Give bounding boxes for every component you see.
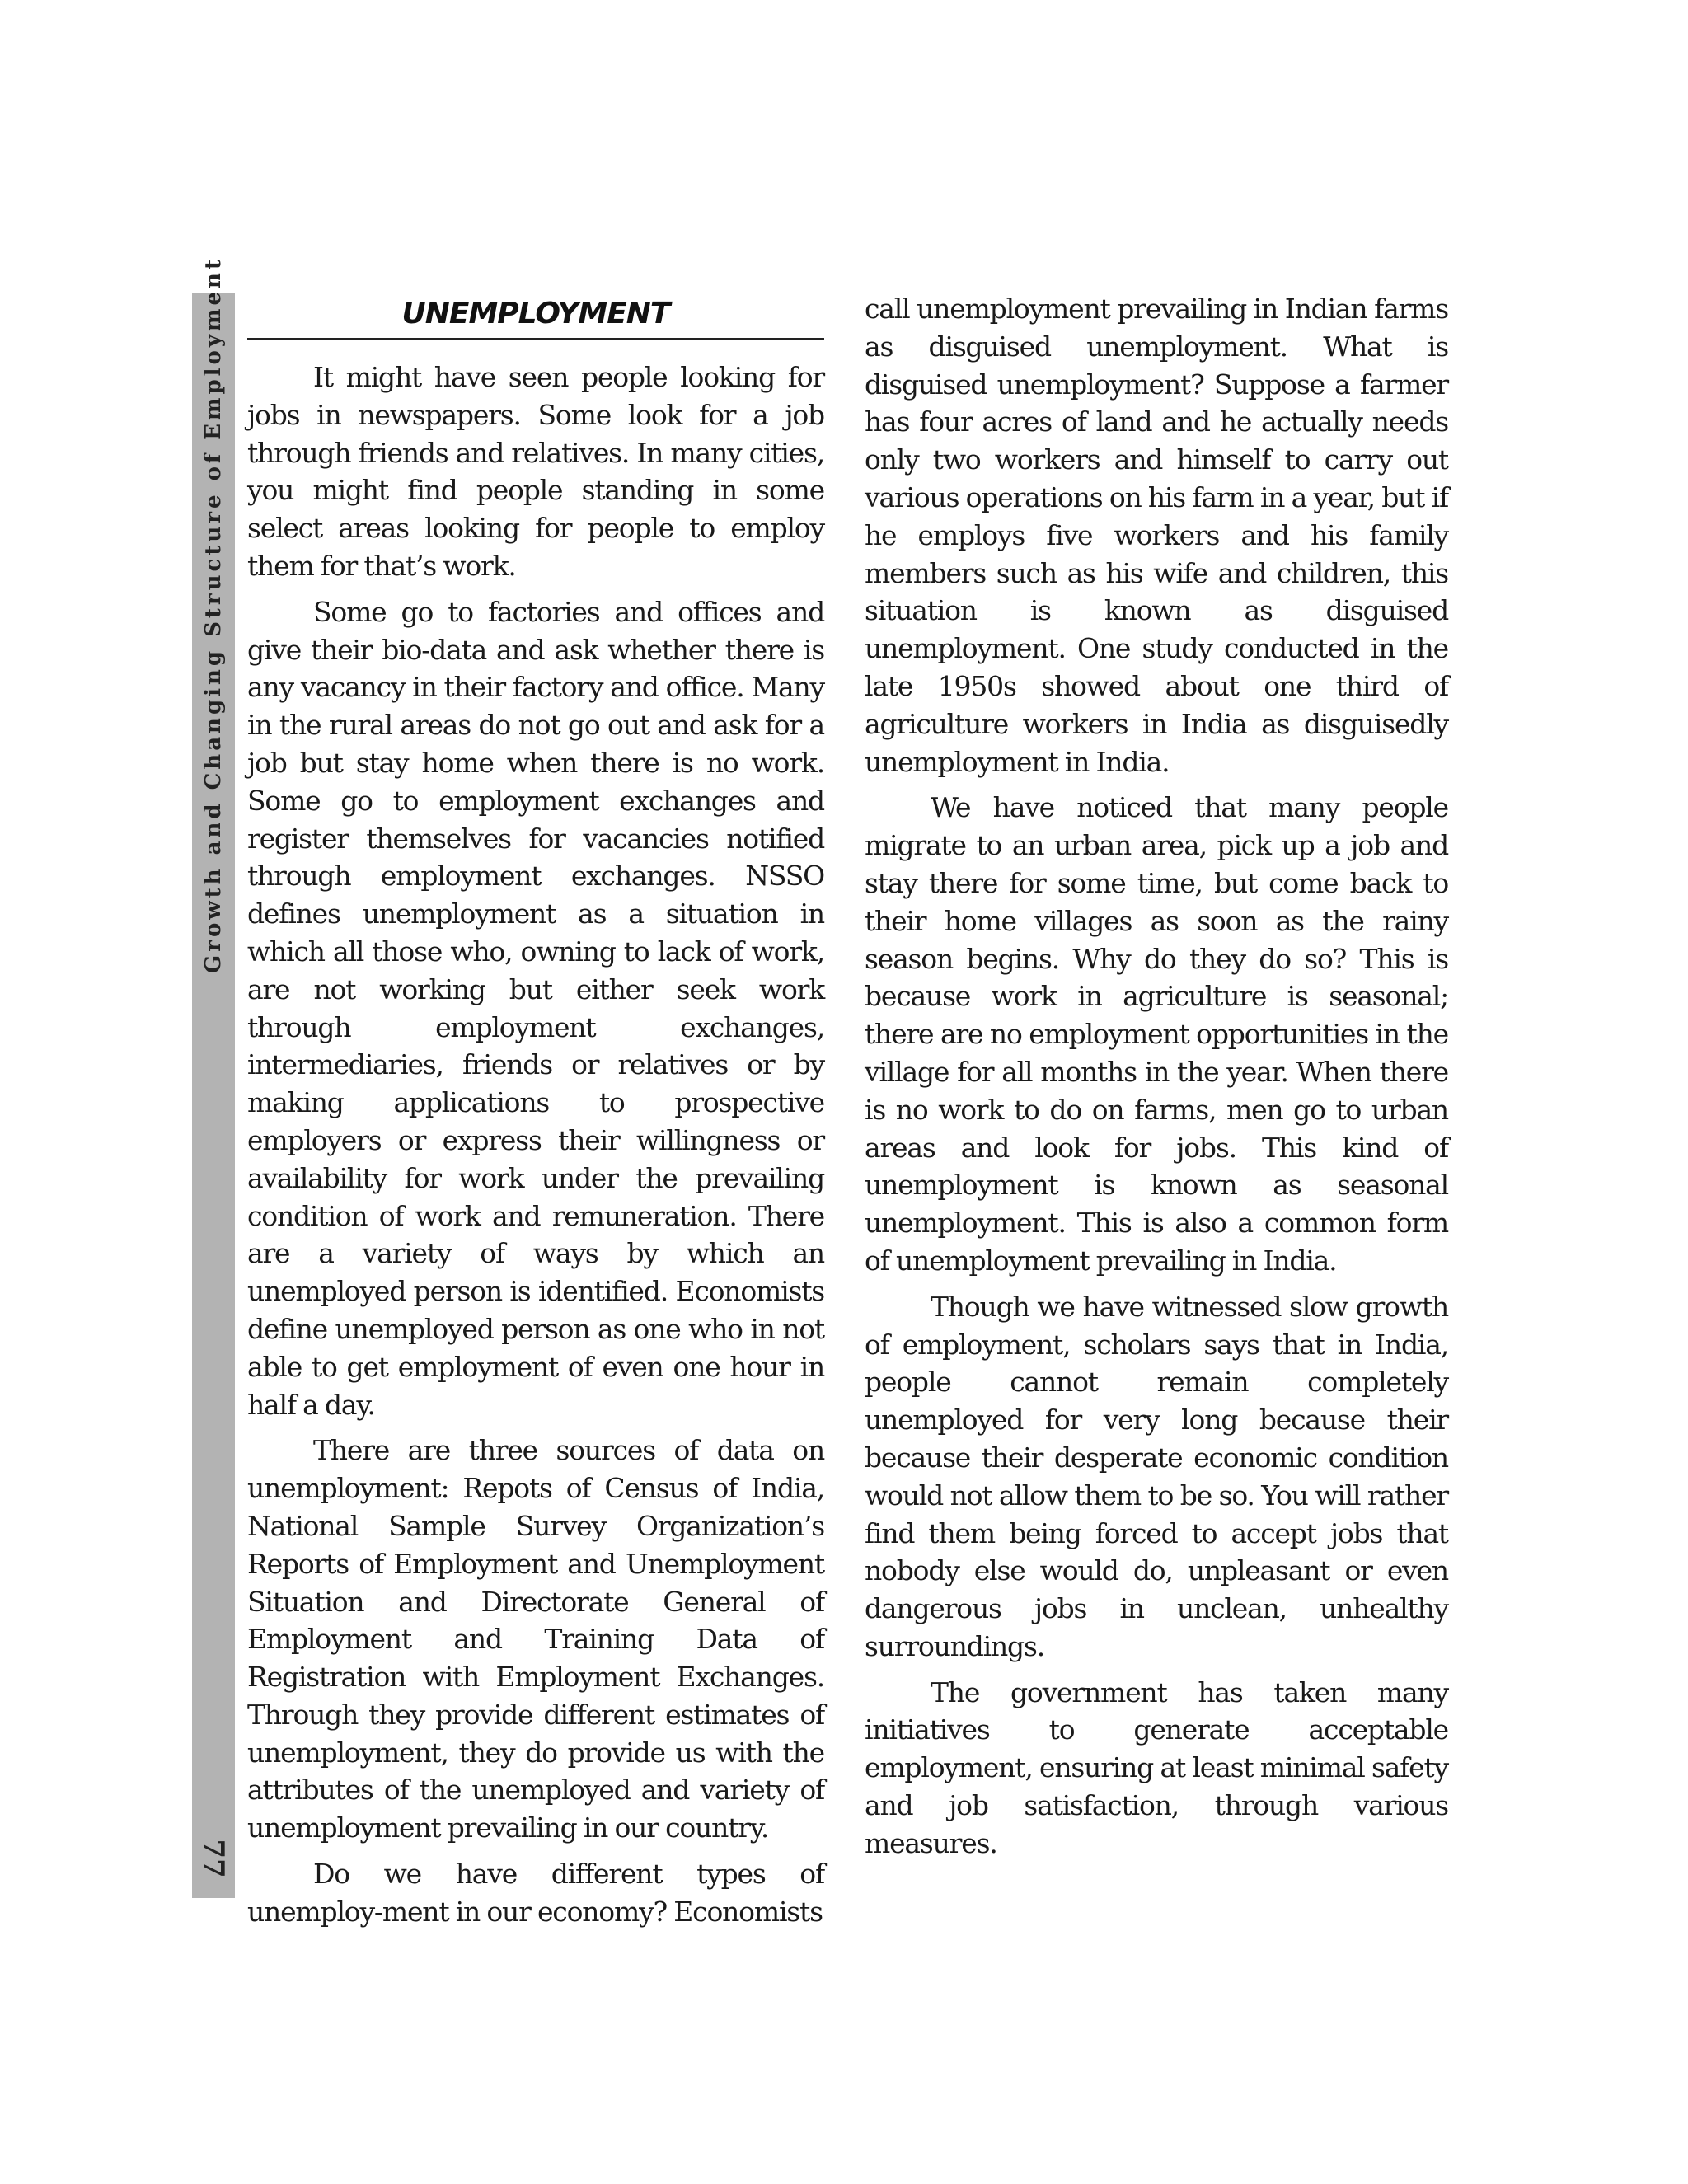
paragraph: It might have seen people looking for jobs in newspapers. Some look for a job through friends and relatives. In many cities, you might find people standing in some select areas looking for people to employ them for that’s work. [247, 361, 824, 582]
running-head [192, 256, 235, 973]
section-title: UNEMPLOYMENT [401, 297, 670, 330]
right-column [865, 290, 1448, 1871]
title-rule [247, 338, 824, 340]
page-number [192, 1821, 235, 1896]
paragraph: Some go to factories and offices and give their bio-data and ask whether there is any vacancy in their factory and office. Many in the rural areas do not go out and ask for a job but stay home when there is no work. Some go to employment exchanges and register themselves for vacancies notified through employment exchanges. NSSO defines unemployment as a situation in which all those who, owning to lack of work, are not working but either seek work through employment exchanges, intermediaries, friends or relatives or by making applications to prospective employers or express their willingness or availability for work under the prevailing condition of work and remuneration. There are a variety of ways by which an unemployed person is identified. Economists define unemployed person as one who in not able to get employment of even one hour in half a day. [247, 595, 824, 1421]
page-number-text: 77 [197, 1839, 230, 1878]
paragraph: Do we have different types of unemploy-ment in our economy? Economists [247, 1858, 824, 1928]
paragraph: There are three sources of data on unemployment: Repots of Census of India, National Sample Survey Organization’s Reports of Employment and Unemployment Situation and Directorate General of Employment and Training Data of Registration with Employment Exchanges. Through they provide different estimates of unemployment, they do provide us with the attributes of the unemployed and variety of unemployment prevailing in our country. [247, 1434, 824, 1844]
left-column [247, 293, 824, 1939]
paragraph: Though we have witnessed slow growth of employment, scholars says that in India, people cannot remain completely unemployed for very long because their because their desperate economic condition would not allow them to be so. You will rather find them being forced to accept jobs that nobody else would do, unpleasant or even dangerous jobs in unclean, unhealthy surroundings. [865, 1290, 1448, 1662]
running-head-text: Growth and Changing Structure of Employment [201, 256, 226, 973]
paragraph: The government has taken many initiatives to generate acceptable employment, ensuring at least minimal safety and job satisfaction, through various measures. [865, 1675, 1448, 1859]
paragraph-continued: call unemployment prevailing in Indian farms as disguised unemployment. What is disguised unemployment? Suppose a farmer has four acres of land and he actually needs only two workers and himself to carry out various operations on his farm in a year, but if he employs five workers and his family members such as his wife and children, this situation is known as disguised unemployment. One study conducted in the late 1950s showed about one third of agriculture workers in India as disguisedly unemployment in India. [865, 293, 1448, 778]
paragraph: We have noticed that many people migrate to an urban area, pick up a job and stay there for some time, but come back to their home villages as soon as the rainy season begins. Why do they do so? This is because work in agriculture is seasonal; there are no employment opportunities in the village for all months in the year. When there is no work to do on farms, men go to urban areas and look for jobs. This kind of unemployment is known as seasonal unemployment. This is also a common form of unemployment prevailing in India. [865, 791, 1448, 1277]
